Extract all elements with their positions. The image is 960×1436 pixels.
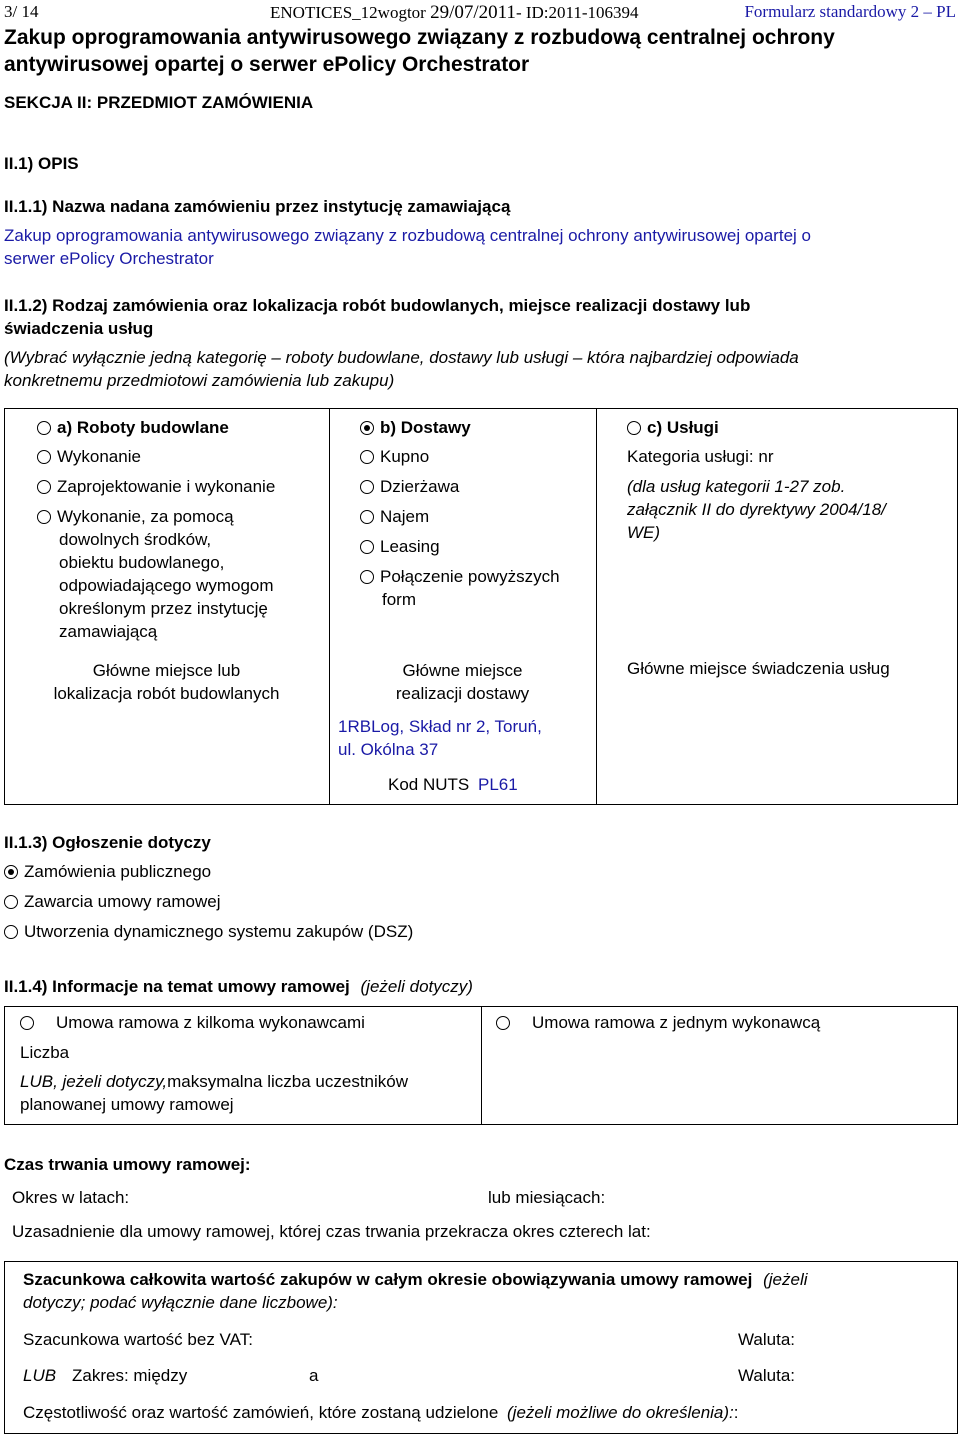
q112-note-line1: (Wybrać wyłącznie jedną kategorię – roboty budowlane, dostawy lub usługi – która najbardziej odpowiada	[4, 348, 799, 367]
supplies-place-line: realizacji dostawy	[395, 684, 530, 703]
radio-icon[interactable]	[4, 925, 18, 939]
q111-value-line1: Zakup oprogramowania antywirusowego związany z rozbudową centralnej ochrony antywirusowej opartej o	[4, 226, 811, 245]
supplies-place-label	[329, 659, 596, 705]
services-place-label: Główne miejsce świadczenia usług	[627, 659, 890, 678]
works-place-label	[4, 659, 329, 705]
radio-icon[interactable]	[496, 1016, 510, 1030]
radio-services[interactable]	[627, 421, 641, 435]
table-divider	[596, 408, 597, 805]
notice-id	[270, 2, 639, 24]
works-option-execution-text: Wykonanie	[57, 447, 141, 466]
q114-heading	[4, 977, 473, 997]
works-option-line: Wykonanie, za pomocą	[57, 507, 234, 526]
duration-heading: Czas trwania umowy ramowej:	[4, 1155, 251, 1174]
estimate-frequency-note: (jeżeli możliwe do określenia):	[507, 1403, 734, 1422]
subsection-opis: II.1) OPIS	[4, 154, 79, 173]
supplies-option-text: Dzierżawa	[380, 477, 460, 496]
supplies-option-text: form	[382, 590, 416, 609]
estimate-frequency	[23, 1403, 739, 1423]
q114-note: (jeżeli dotyczy)	[360, 977, 473, 996]
document-title-line1: Zakup oprogramowania antywirusowego związany z rozbudową centralnej ochrony	[4, 26, 835, 49]
duration-months-label: lub miesiącach:	[488, 1188, 606, 1207]
radio-works[interactable]	[37, 421, 51, 435]
nuts-value: PL61	[477, 775, 518, 794]
works-option-by-any-means[interactable]	[37, 507, 234, 527]
radio-icon[interactable]	[37, 480, 51, 494]
estimate-title-italic: (jeżeli	[763, 1270, 808, 1289]
services-category: Kategoria usługi: nr	[627, 447, 774, 466]
radio-icon[interactable]	[37, 510, 51, 524]
radio-icon[interactable]	[37, 450, 51, 464]
estimate-range-a: a	[309, 1366, 319, 1385]
table-divider	[481, 1006, 482, 1125]
supplies-option-text: Leasing	[380, 537, 440, 556]
estimate-title-line2: dotyczy; podać wyłącznie dane liczbowe):	[23, 1293, 338, 1312]
radio-selected[interactable]	[4, 865, 18, 879]
estimate-title-line1	[23, 1270, 808, 1290]
framework-multi-text: Umowa ramowa z kilkoma wykonawcami	[56, 1013, 365, 1032]
works-option-line: odpowiadającego wymogom	[59, 576, 274, 595]
estimate-title-bold: Szacunkowa całkowita wartość zakupów w całym okresie obowiązywania umowy ramowej	[23, 1270, 753, 1289]
document-title-line2: antywirusowej opartej o serwer ePolicy Orchestrator	[4, 53, 530, 76]
framework-single-text: Umowa ramowa z jednym wykonawcą	[532, 1013, 821, 1032]
radio-icon[interactable]	[360, 540, 374, 554]
works-option-line: określonym przez instytucję	[59, 599, 268, 618]
works-title-text: a) Roboty budowlane	[57, 418, 229, 437]
q112-note-line2: konkretnemu przedmiotowi zamówienia lub zakupu)	[4, 371, 395, 390]
works-option-design-build-text: Zaprojektowanie i wykonanie	[57, 477, 276, 496]
radio-icon[interactable]	[360, 450, 374, 464]
works-option-line: zamawiającą	[59, 622, 158, 641]
services-title-text: c) Usługi	[647, 418, 719, 437]
works-place-line: Główne miejsce lub	[92, 661, 241, 680]
framework-max-participants	[20, 1072, 408, 1092]
estimate-currency-label: Waluta:	[738, 1330, 796, 1349]
table-divider	[329, 408, 330, 805]
supplies-option-purchase[interactable]	[360, 447, 429, 467]
supplies-option-rental[interactable]	[360, 507, 429, 527]
q114-label: II.1.4) Informacje na temat umowy ramowej	[4, 977, 350, 996]
radio-icon[interactable]	[360, 510, 374, 524]
works-option-line: obiektu budowlanego,	[59, 553, 225, 572]
q113-option-text: Zawarcia umowy ramowej	[24, 892, 221, 911]
nuts-label: Kod NUTS	[388, 775, 470, 794]
works-option-line: dowolnych środków,	[59, 530, 212, 549]
delivery-address-line2: ul. Okólna 37	[338, 740, 439, 759]
supplies-option-text: Połączenie powyższych	[380, 567, 560, 586]
supplies-option-combination[interactable]	[360, 567, 560, 587]
framework-multi-option[interactable]	[20, 1013, 365, 1033]
q113-option-text: Utworzenia dynamicznego systemu zakupów (DSZ)	[24, 922, 414, 941]
q112-label-line1: II.1.2) Rodzaj zamówienia oraz lokalizacja robót budowlanych, miejsce realizacji dostawy lub	[4, 296, 751, 315]
estimate-currency-label: Waluta:	[738, 1366, 796, 1385]
services-note-line: załącznik II do dyrektywy 2004/18/	[627, 500, 886, 519]
framework-count-label: Liczba	[20, 1043, 70, 1062]
framework-single-option[interactable]	[496, 1013, 820, 1033]
q113-option-text: Zamówienia publicznego	[24, 862, 212, 881]
supplies-place-line: Główne miejsce	[402, 661, 523, 680]
supplies-title[interactable]	[360, 418, 471, 438]
duration-justification-label: Uzasadnienie dla umowy ramowej, której czas trwania przekracza okres czterech lat:	[12, 1222, 651, 1241]
notice-date: 29/07/2011	[430, 2, 516, 23]
duration-years-label: Okres w latach:	[12, 1188, 130, 1207]
page-number: 3/ 14	[4, 2, 39, 21]
supplies-option-text: Najem	[380, 507, 430, 526]
notice-id-part: ENOTICES_12wogtor	[270, 3, 426, 22]
services-title[interactable]	[627, 418, 719, 438]
q111-value-line2: serwer ePolicy Orchestrator	[4, 249, 214, 268]
radio-supplies-selected[interactable]	[360, 421, 374, 435]
supplies-option-leasing[interactable]	[360, 537, 440, 557]
framework-lub-italic: LUB, jeżeli dotyczy,	[20, 1072, 168, 1091]
supplies-option-text: Kupno	[380, 447, 430, 466]
framework-lub-line2: planowanej umowy ramowej	[20, 1095, 234, 1114]
radio-icon[interactable]	[360, 570, 374, 584]
supplies-title-text: b) Dostawy	[380, 418, 471, 437]
notice-id-tail: - ID:2011-106394	[515, 3, 639, 22]
estimate-vat-label: Szacunkowa wartość bez VAT:	[23, 1330, 253, 1349]
estimate-frequency-text: Częstotliwość oraz wartość zamówień, które zostaną udzielone	[23, 1403, 499, 1422]
form-name: Formularz standardowy 2 – PL	[744, 2, 956, 21]
nuts-code	[388, 775, 518, 795]
works-option-execution[interactable]	[37, 447, 141, 467]
radio-icon[interactable]	[360, 480, 374, 494]
works-option-design-build[interactable]	[37, 477, 275, 497]
works-place-line: lokalizacja robót budowlanych	[53, 684, 280, 703]
framework-lub-rest: maksymalna liczba uczestników	[167, 1072, 408, 1091]
delivery-address-line1: 1RBLog, Skład nr 2, Toruń,	[338, 717, 542, 736]
radio-icon[interactable]	[20, 1016, 34, 1030]
supplies-option-lease[interactable]	[360, 477, 459, 497]
q113-option-framework[interactable]	[4, 892, 221, 912]
q113-option-dps[interactable]	[4, 922, 413, 942]
q112-label-line2: świadczenia usług	[4, 319, 154, 338]
estimate-lub: LUB	[23, 1366, 57, 1385]
q111-label: II.1.1) Nazwa nadana zamówieniu przez instytucję zamawiającą	[4, 197, 511, 216]
services-note-line: (dla usług kategorii 1-27 zob.	[627, 477, 846, 496]
estimate-frequency-tail: :	[733, 1403, 739, 1422]
estimate-range-label: Zakres: między	[72, 1366, 188, 1385]
q113-label: II.1.3) Ogłoszenie dotyczy	[4, 833, 211, 852]
section-heading: SEKCJA II: PRZEDMIOT ZAMÓWIENIA	[4, 93, 314, 112]
works-title[interactable]	[37, 418, 229, 438]
q113-option-public-contract[interactable]	[4, 862, 211, 882]
services-note-line: WE)	[627, 523, 661, 542]
radio-icon[interactable]	[4, 895, 18, 909]
